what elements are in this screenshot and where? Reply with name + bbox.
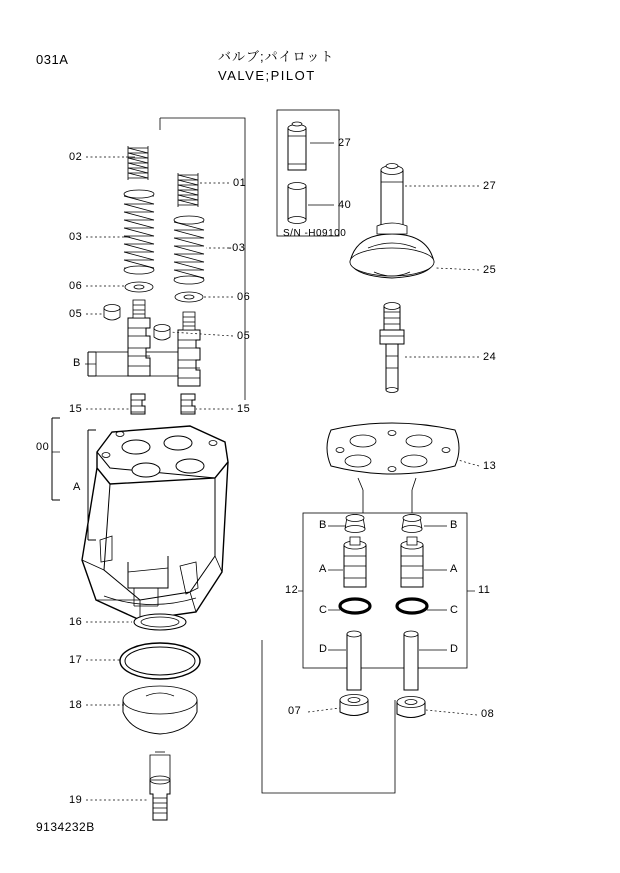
callout-b-kit-left: B xyxy=(319,519,327,531)
callout-03-left: 03 xyxy=(69,231,83,243)
serial-number-note: S/N -H09100 xyxy=(283,228,347,239)
callout-40: 40 xyxy=(338,199,352,211)
callout-18: 18 xyxy=(69,699,83,711)
callout-08: 08 xyxy=(481,708,495,720)
callout-c-kit-right: C xyxy=(450,604,459,616)
callout-11: 11 xyxy=(478,584,491,596)
callout-12: 12 xyxy=(285,584,299,596)
callout-06-left: 06 xyxy=(69,280,83,292)
callout-a-body-group: A xyxy=(73,481,81,493)
callout-24: 24 xyxy=(483,351,497,363)
page-code: 031A xyxy=(36,52,69,67)
callout-03-right: -03 xyxy=(228,242,246,254)
callout-d-kit-left: D xyxy=(319,643,328,655)
callout-07: 07 xyxy=(288,705,302,717)
title-japanese: バルブ;パイロット xyxy=(218,49,335,64)
callout-17: 17 xyxy=(69,654,83,666)
callout-a-kit-right: A xyxy=(450,563,458,575)
callout-01: 01 xyxy=(233,177,247,189)
callout-15-right: 15 xyxy=(237,403,251,415)
callout-b-kit-right: B xyxy=(450,519,458,531)
callout-06-right: 06 xyxy=(237,291,251,303)
callout-b-spool-group: B xyxy=(73,357,81,369)
callout-a-kit-left: A xyxy=(319,563,327,575)
callout-25: 25 xyxy=(483,264,497,276)
callout-27-inset: 27 xyxy=(338,137,352,149)
callout-15-left: 15 xyxy=(69,403,83,415)
callout-19: 19 xyxy=(69,794,83,806)
callout-27: 27 xyxy=(483,180,497,192)
callout-13: 13 xyxy=(483,460,497,472)
callout-05-right: 05 xyxy=(237,330,251,342)
callout-00: 00 xyxy=(36,441,50,453)
drawing-number: 9134232B xyxy=(36,820,95,834)
callout-16: 16 xyxy=(69,616,83,628)
callout-c-kit-left: C xyxy=(319,604,328,616)
callout-02: 02 xyxy=(69,151,83,163)
callout-d-kit-right: D xyxy=(450,643,459,655)
callout-05-left: 05 xyxy=(69,308,83,320)
title-english: VALVE;PILOT xyxy=(218,68,316,83)
